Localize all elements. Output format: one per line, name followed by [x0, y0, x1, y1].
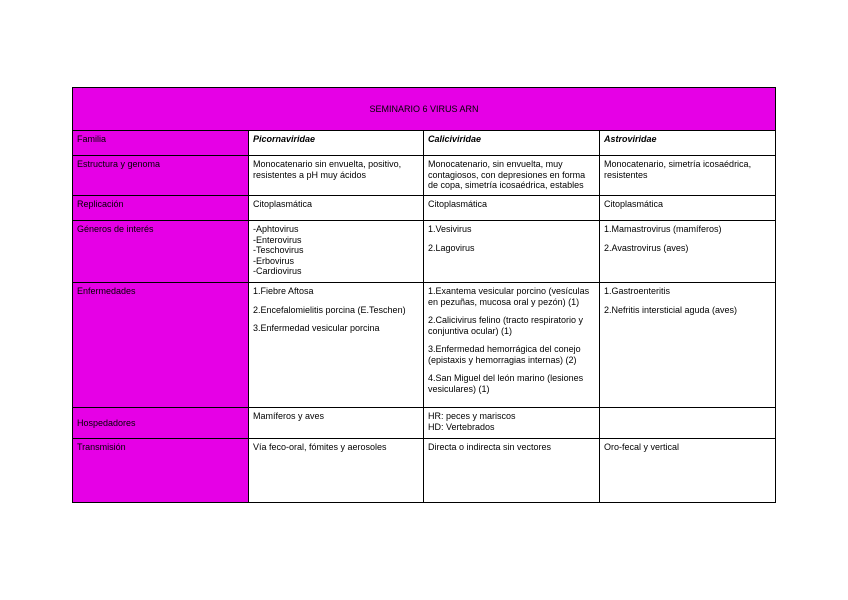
cell-enfermedades-picorna [249, 283, 424, 408]
list-item: -Aphtovirus [253, 224, 299, 234]
seminar-table [72, 87, 776, 503]
list-item: 2.Lagovirus [428, 242, 475, 253]
list-item: 2.Calicivirus felino (tracto respiratorio y conjuntiva ocular) (1) [428, 315, 584, 336]
list-item: 1.Exantema vesicular porcino (vesículas en pezuñas, mucosa oral y pezón) (1) [428, 286, 590, 307]
cell-replicacion-astro: Citoplasmática [600, 196, 776, 221]
list-item: -Enterovirus [253, 234, 302, 245]
cell-estructura-calici: Monocatenario, sin envuelta, muy contagiosos, con depresiones en forma de copa, simetría icosaédrica, estables [424, 156, 600, 196]
row-label-enfermedades: Enfermedades [73, 283, 249, 408]
family-picornaviridae: Picornaviridae [249, 131, 424, 156]
cell-transmision-astro: Oro-fecal y vertical [600, 439, 776, 503]
cell-enfermedades-astro [600, 283, 776, 408]
row-estructura [73, 156, 776, 196]
list-item: 1.Vesivirus [428, 224, 472, 234]
row-generos [73, 221, 776, 283]
cell-estructura-picorna: Monocatenario sin envuelta, positivo, resistentes a pH muy ácidos [249, 156, 424, 196]
title-row [73, 88, 776, 131]
cell-generos-picorna [249, 221, 424, 283]
list-item: -Erbovirus [253, 255, 295, 266]
list-item: 1.Fiebre Aftosa [253, 286, 314, 296]
cell-hospedadores-picorna: Mamíferos y aves [249, 408, 424, 439]
cell-transmision-picorna: Vía feco-oral, fómites y aerosoles [249, 439, 424, 503]
list-item: 1.Gastroenteritis [604, 286, 671, 296]
row-label-hospedadores: Hospedadores [73, 408, 249, 439]
row-label-generos: Géneros de interés [73, 221, 249, 283]
row-label-estructura: Estructura y genoma [73, 156, 249, 196]
list-item: -Teschovirus [253, 245, 304, 255]
cell-enfermedades-calici [424, 283, 600, 408]
list-item: 3.Enfermedad hemorrágica del conejo (epistaxis y hemorragias internas) (2) [428, 344, 581, 365]
row-label-transmision: Transmisión [73, 439, 249, 503]
list-item: HR: peces y mariscos [428, 411, 516, 421]
family-astroviridae: Astroviridae [600, 131, 776, 156]
row-replicacion [73, 196, 776, 221]
cell-generos-calici [424, 221, 600, 283]
row-label-familia: Familia [73, 131, 249, 156]
list-item: 3.Enfermedad vesicular porcina [253, 323, 380, 333]
table-title: SEMINARIO 6 VIRUS ARN [73, 88, 776, 131]
cell-hospedadores-astro [600, 408, 776, 439]
list-item: 2.Avastrovirus (aves) [604, 242, 689, 253]
list-item: -Cardiovirus [253, 266, 302, 276]
row-label-replicacion: Replicación [73, 196, 249, 221]
cell-generos-astro [600, 221, 776, 283]
list-item: 1.Mamastrovirus (mamíferos) [604, 224, 722, 234]
row-hospedadores [73, 408, 776, 439]
family-caliciviridae: Caliciviridae [424, 131, 600, 156]
list-item: HD: Vertebrados [428, 421, 495, 432]
family-row [73, 131, 776, 156]
cell-hospedadores-calici [424, 408, 600, 439]
row-enfermedades [73, 283, 776, 408]
list-item: 2.Nefritis intersticial aguda (aves) [604, 304, 738, 315]
list-item: 4.San Miguel del león marino (lesiones vesiculares) (1) [428, 373, 584, 394]
cell-estructura-astro: Monocatenario, simetría icosaédrica, resistentes [600, 156, 776, 196]
list-item: 2.Encefalomielitis porcina (E.Teschen) [253, 304, 406, 315]
row-transmision [73, 439, 776, 503]
cell-transmision-calici: Directa o indirecta sin vectores [424, 439, 600, 503]
cell-replicacion-calici: Citoplasmática [424, 196, 600, 221]
cell-replicacion-picorna: Citoplasmática [249, 196, 424, 221]
